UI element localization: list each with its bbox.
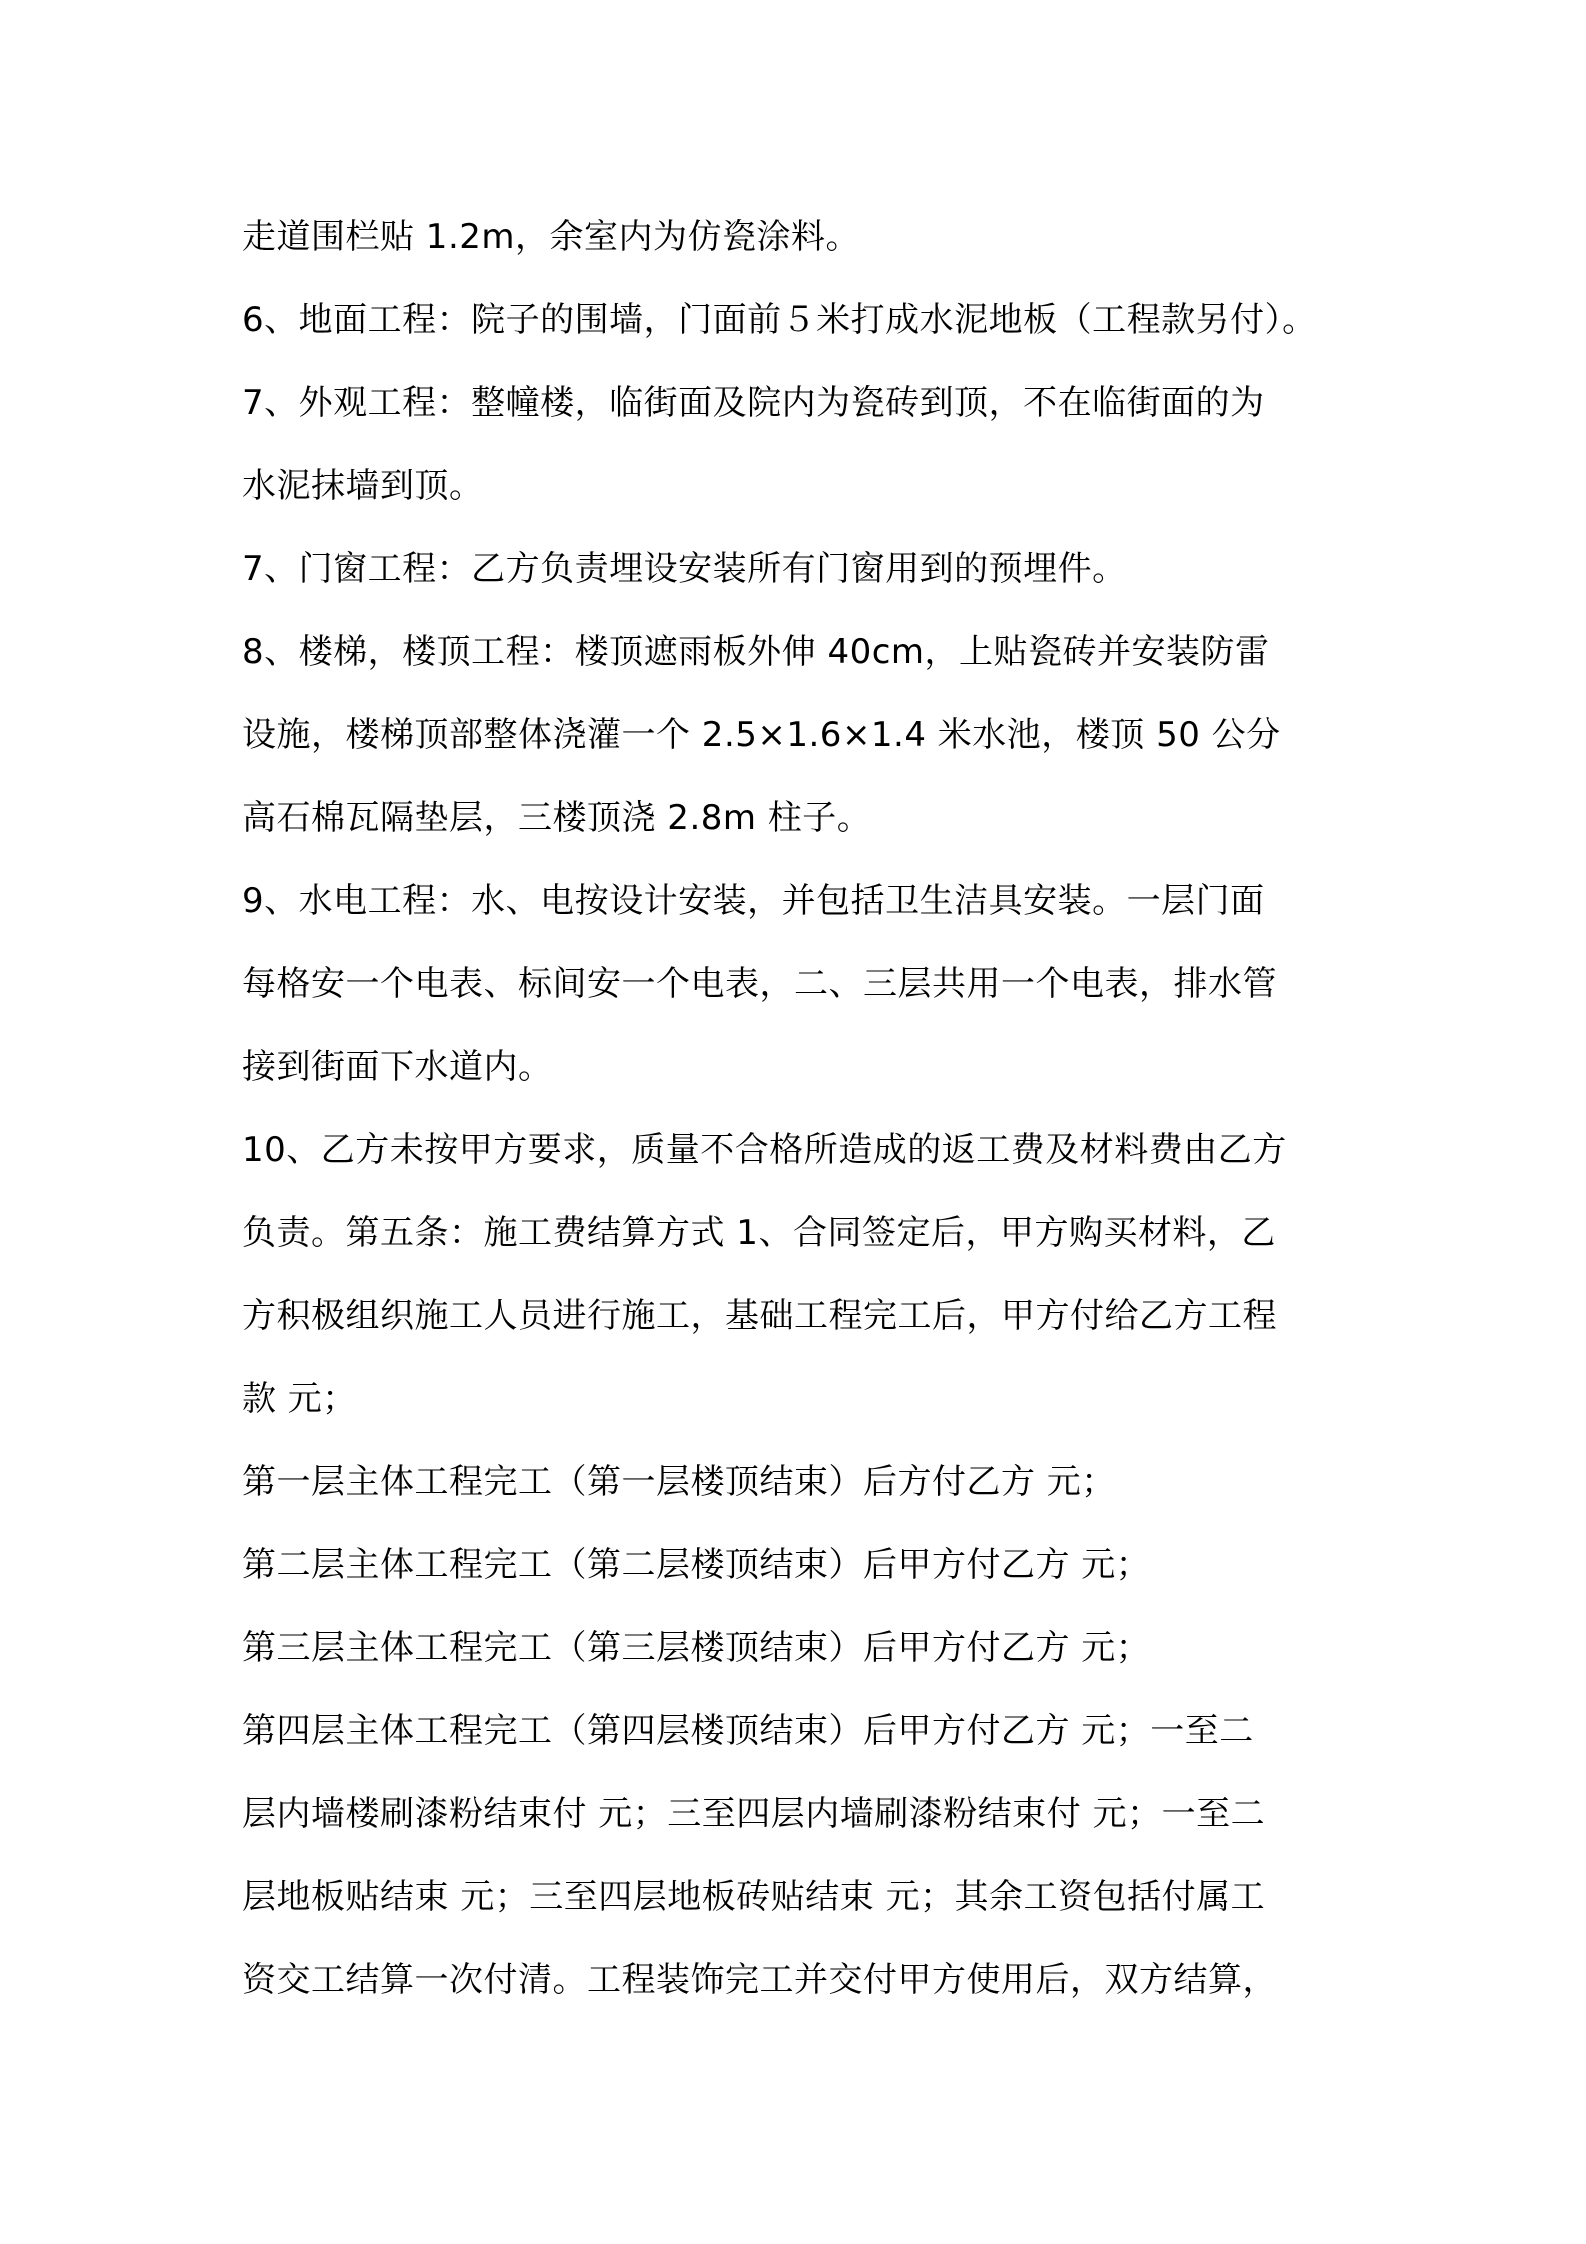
text-line: 款 元； — [242, 1379, 357, 1419]
text-line: 第四层主体工程完工（第四层楼顶结束）后甲方付乙方 元；一至二 — [242, 1711, 1254, 1751]
text-line: 10、乙方未按甲方要求，质量不合格所造成的返工费及材料费由乙方 — [242, 1130, 1287, 1170]
text-line: 8、楼梯，楼顶工程：楼顶遮雨板外伸 40cm，上贴瓷砖并安装防雷 — [242, 632, 1270, 672]
text-line: 设施，楼梯顶部整体浇灌一个 2.5×1.6×1.4 米水池，楼顶 50 公分 — [242, 715, 1281, 755]
contract-body-text — [242, 196, 1362, 2022]
text-line: 每格安一个电表、标间安一个电表，二、三层共用一个电表，排水管 — [242, 964, 1277, 1004]
text-line: 第三层主体工程完工（第三层楼顶结束）后甲方付乙方 元； — [242, 1628, 1151, 1668]
text-line: 第一层主体工程完工（第一层楼顶结束）后方付乙方 元； — [242, 1462, 1116, 1502]
text-line: 高石棉瓦隔垫层，三楼顶浇 2.8m 柱子。 — [242, 798, 872, 838]
text-line: 层地板贴结束 元；三至四层地板砖贴结束 元；其余工资包括付属工 — [242, 1877, 1266, 1917]
text-line: 6、地面工程：院子的围墙，门面前５米打成水泥地板（工程款另付）。 — [242, 300, 1317, 340]
text-line: 走道围栏贴 1.2m，余室内为仿瓷涂料。 — [242, 217, 860, 257]
text-line: 负责。第五条：施工费结算方式 1、合同签定后，甲方购买材料，乙 — [242, 1213, 1276, 1253]
text-line: 9、水电工程：水、电按设计安装，并包括卫生洁具安装。一层门面 — [242, 881, 1265, 921]
text-line: 资交工结算一次付清。工程装饰完工并交付甲方使用后，双方结算， — [242, 1960, 1277, 2000]
text-line: 方积极组织施工人员进行施工，基础工程完工后，甲方付给乙方工程 — [242, 1296, 1277, 1336]
text-line: 7、门窗工程：乙方负责埋设安装所有门窗用到的预埋件。 — [242, 549, 1127, 589]
text-line: 接到街面下水道内。 — [242, 1047, 553, 1087]
text-line: 水泥抹墙到顶。 — [242, 466, 484, 506]
text-line: 层内墙楼刷漆粉结束付 元；三至四层内墙刷漆粉结束付 元；一至二 — [242, 1794, 1266, 1834]
text-line: 7、外观工程：整幢楼，临街面及院内为瓷砖到顶，不在临街面的为 — [242, 383, 1265, 423]
text-line: 第二层主体工程完工（第二层楼顶结束）后甲方付乙方 元； — [242, 1545, 1151, 1585]
